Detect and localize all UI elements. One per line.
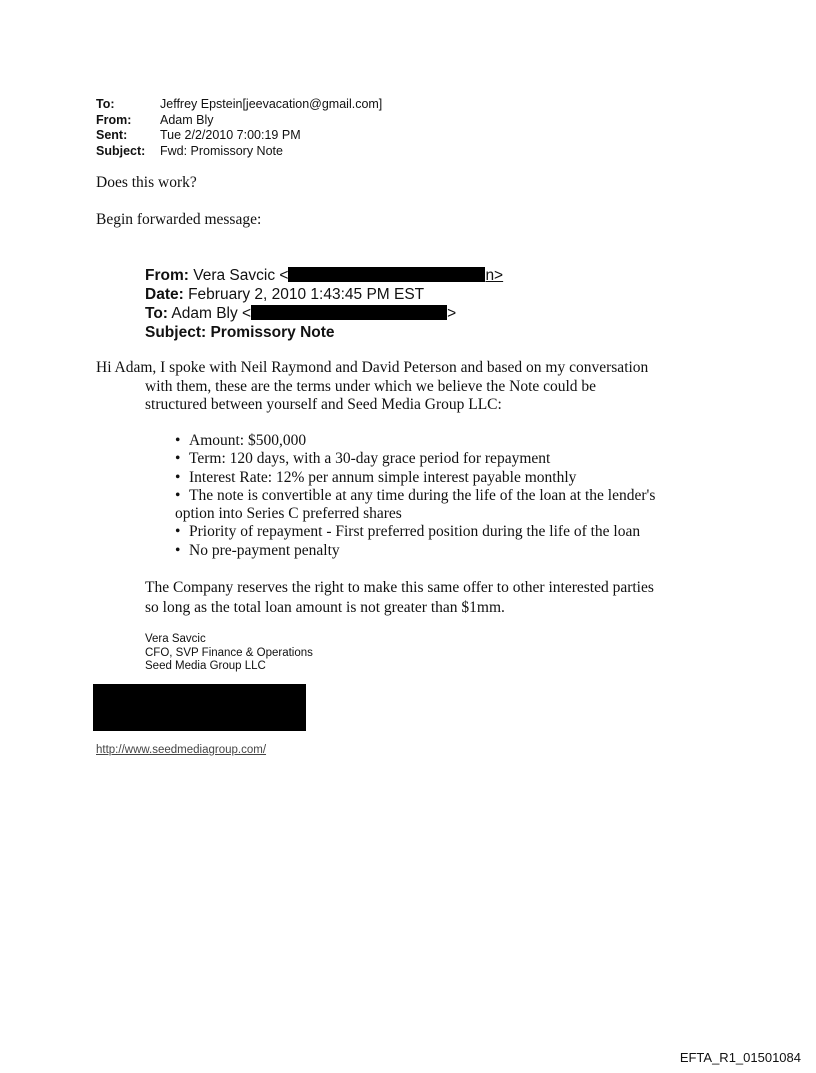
redaction-bar bbox=[288, 267, 485, 282]
list-item-text: Priority of repayment - First preferred position during the life of the loan bbox=[189, 523, 641, 541]
header-subject-row bbox=[96, 144, 382, 160]
header-sent-label: Sent: bbox=[96, 128, 128, 142]
list-item bbox=[175, 450, 695, 468]
header-sent-value: Tue 2/2/2010 7:00:19 PM bbox=[160, 128, 301, 142]
list-item-text: Term: 120 days, with a 30-day grace period for repayment bbox=[189, 450, 551, 468]
signature-company: Seed Media Group LLC bbox=[145, 660, 266, 672]
forwarded-to-tail: > bbox=[447, 305, 457, 322]
signature-title: CFO, SVP Finance & Operations bbox=[145, 646, 313, 659]
list-item bbox=[175, 523, 695, 541]
header-to-label: To: bbox=[96, 97, 115, 111]
body-line: with them, these are the terms under which we believe the Note could be bbox=[145, 377, 597, 395]
body-line: structured between yourself and Seed Media Group LLC: bbox=[145, 396, 502, 413]
intro-text: Does this work? bbox=[96, 174, 197, 191]
bullet-icon: • bbox=[175, 432, 181, 449]
header-subject-value: Fwd: Promissory Note bbox=[160, 143, 283, 158]
bullet-icon: • bbox=[175, 450, 181, 468]
redaction-bar bbox=[251, 305, 447, 320]
company-note-line: so long as the total loan amount is not greater than $1mm. bbox=[145, 598, 505, 616]
forwarded-to-row bbox=[145, 304, 503, 323]
forwarded-from-tail: n> bbox=[485, 267, 504, 284]
list-item bbox=[175, 469, 695, 487]
document-id: EFTA_R1_01501084 bbox=[679, 1050, 801, 1065]
forwarded-to-label: To: bbox=[145, 305, 168, 322]
forwarded-date-value: February 2, 2010 1:43:45 PM EST bbox=[188, 286, 425, 303]
forwarded-to-value: Adam Bly < bbox=[171, 305, 252, 322]
forwarded-subject-row bbox=[145, 323, 503, 342]
forwarded-from-label: From: bbox=[145, 267, 189, 284]
list-item bbox=[175, 542, 695, 560]
begin-forwarded-text: Begin forwarded message: bbox=[96, 211, 262, 228]
signature bbox=[145, 633, 313, 674]
forwarded-subject-label: Subject: bbox=[145, 324, 207, 341]
redaction-block bbox=[93, 684, 306, 731]
header-from-row bbox=[96, 113, 382, 129]
company-link[interactable]: http://www.seedmediagroup.com/ bbox=[96, 744, 267, 756]
message-body bbox=[96, 359, 696, 415]
forwarded-date-label: Date: bbox=[145, 286, 184, 303]
header-to-value: Jeffrey Epstein[jeevacation@gmail.com] bbox=[160, 97, 383, 111]
forwarded-header bbox=[145, 266, 503, 342]
forwarded-from-value: Vera Savcic < bbox=[193, 267, 289, 284]
list-item bbox=[175, 487, 695, 524]
forwarded-date-row bbox=[145, 285, 503, 304]
forwarded-from-email bbox=[288, 267, 503, 284]
list-item-text: No pre-payment penalty bbox=[189, 541, 340, 559]
header-subject-label: Subject: bbox=[96, 143, 146, 158]
list-item-text: The note is convertible at any time during the life of the loan at the lender's bbox=[189, 486, 656, 504]
header-to-row bbox=[96, 97, 382, 113]
company-note bbox=[145, 578, 705, 617]
bullet-icon: • bbox=[175, 486, 181, 504]
bullet-icon: • bbox=[175, 541, 181, 559]
company-note-line: The Company reserves the right to make this same offer to other interested parties bbox=[145, 579, 654, 596]
header-sent-row bbox=[96, 128, 382, 144]
bullet-icon: • bbox=[175, 468, 181, 486]
header-from-label: From: bbox=[96, 112, 132, 127]
terms-list bbox=[175, 432, 695, 560]
bullet-icon: • bbox=[175, 523, 181, 541]
signature-name: Vera Savcic bbox=[145, 633, 206, 645]
list-item-text: Interest Rate: 12% per annum simple interest payable monthly bbox=[189, 468, 577, 486]
list-item-continuation: option into Series C preferred shares bbox=[175, 505, 402, 523]
header-from-value: Adam Bly bbox=[160, 112, 214, 127]
body-line: Hi Adam, I spoke with Neil Raymond and David Peterson and based on my conversation bbox=[96, 359, 649, 376]
list-item bbox=[175, 432, 695, 450]
forwarded-from-row bbox=[145, 266, 503, 285]
email-header bbox=[96, 97, 382, 159]
list-item-text: Amount: $500,000 bbox=[189, 432, 307, 449]
forwarded-subject-value: Promissory Note bbox=[210, 324, 335, 341]
